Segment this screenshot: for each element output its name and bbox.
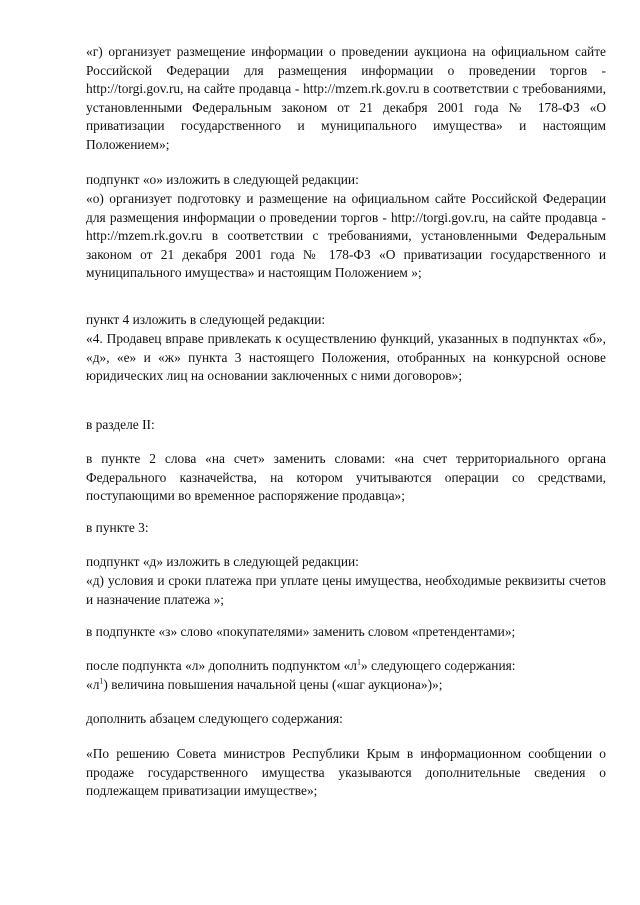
- paragraph-subitem-l1-body: [86, 676, 606, 695]
- paragraph-add-intro: [86, 710, 606, 729]
- paragraph-subitem-d-body: [86, 572, 606, 609]
- paragraph-text: в подпункте «з» слово «покупателями» заменить словом «претендентами»;: [86, 624, 516, 639]
- superscript: 1: [356, 657, 361, 667]
- paragraph-subitem-d-intro: [86, 553, 606, 572]
- paragraph-item-2: [86, 450, 606, 506]
- paragraph-text: «г) организует размещение информации о проведении аукциона на официальном сайте Российской Федерации для размещения информации о проведении торгов - http://torgi.gov.ru, на сайте продавца - http://mzem.rk.gov.ru в соответствии с требованиями, установленными Федеральным законом от 21 декабря 2001 года № 178-ФЗ «О приватизации государственного и муниципального имущества» и настоящим Положением»;: [86, 44, 606, 152]
- paragraph-subitem-o-body: [86, 190, 606, 283]
- paragraph-item-4-body: [86, 330, 606, 386]
- superscript: 1: [99, 676, 104, 686]
- text-part: ) величина повышения начальной цены («шаг аукциона»)»;: [103, 677, 443, 692]
- paragraph-subitem-l1-intro: [86, 657, 606, 676]
- paragraph-text: подпункт «д» изложить в следующей редакции:: [86, 554, 359, 569]
- paragraph-subitem-g: [86, 43, 606, 155]
- paragraph-item-3: [86, 519, 606, 538]
- paragraph-text: в разделе II:: [86, 417, 155, 432]
- paragraph-text: подпункт «о» изложить в следующей редакции:: [86, 172, 359, 187]
- text-part: «л: [86, 677, 100, 692]
- paragraph-item-4-intro: [86, 311, 606, 330]
- paragraph-subitem-z: [86, 623, 606, 642]
- paragraph-text: в пункте 2 слова «на счет» заменить словами: «на счет территориального органа Федерального казначейства, на котором учитываются операции со средствами, поступающими во временное распоряжение продавца»;: [86, 451, 606, 504]
- paragraph-add-body: [86, 745, 606, 801]
- paragraph-section-2: [86, 416, 606, 435]
- paragraph-text: «По решению Совета министров Республики Крым в информационном сообщении о продаже государственного имущества указываются дополнительные сведения о подлежащем приватизации имуществе»;: [86, 746, 606, 799]
- text-part: » следующего содержания:: [360, 658, 516, 673]
- paragraph-text: «о) организует подготовку и размещение на официальном сайте Российской Федерации для размещения информации о проведении торгов - http://torgi.gov.ru, на сайте продавца - http://mzem.rk.gov.ru в соответствии с требованиями, установленными Федеральным законом от 21 декабря 2001 года № 178-ФЗ «О приватизации государственного и муниципального имущества» и настоящим Положением »;: [86, 191, 606, 281]
- text-part: после подпункта «л» дополнить подпунктом «л: [86, 658, 357, 673]
- paragraph-text: «4. Продавец вправе привлекать к осуществлению функций, указанных в подпунктах «б», «д», «е» и «ж» пункта 3 настоящего Положения, отобранных на конкурсной основе юридических лиц на основании заключенных с ними договоров»;: [86, 331, 606, 384]
- paragraph-text: дополнить абзацем следующего содержания:: [86, 711, 343, 726]
- paragraph-text: в пункте 3:: [86, 520, 149, 535]
- paragraph-text: [86, 657, 606, 676]
- paragraph-text: «д) условия и сроки платежа при уплате цены имущества, необходимые реквизиты счетов и назначение платежа »;: [86, 573, 606, 607]
- paragraph-subitem-o-intro: [86, 171, 606, 190]
- paragraph-text: пункт 4 изложить в следующей редакции:: [86, 312, 326, 327]
- paragraph-text: [86, 676, 606, 695]
